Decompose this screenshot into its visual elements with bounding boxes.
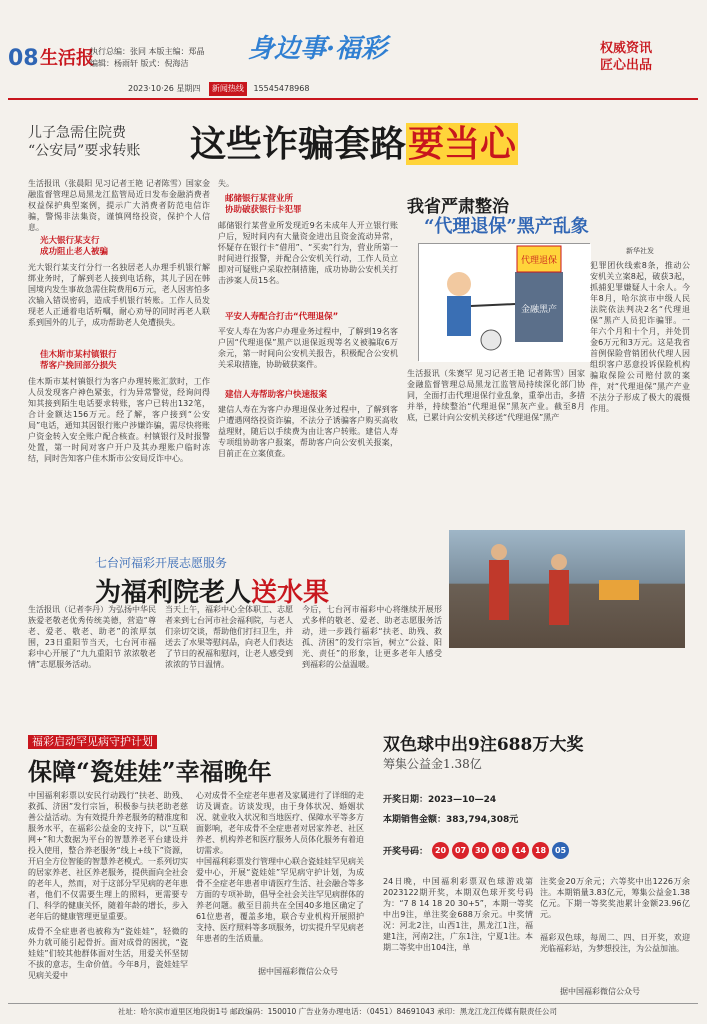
red-ball: 20 xyxy=(432,842,449,859)
welfare-kicker: 七台河福彩开展志愿服务 xyxy=(95,556,228,570)
side-title-2: “代理退保”黑产乱象 xyxy=(424,216,589,237)
main-lead: 生活报讯（张晨阳 见习记者王艳 记者陈雪）国家金融监督管理总局黑龙江监管局近日发布金融消费者权益保护典型案例，提示广大消费者防范电信诈骗，警惕非法集资，谨慎网络投资，保护个人信息。 xyxy=(28,179,210,232)
case1-title-1: 光大银行某支行 xyxy=(40,236,100,246)
divider xyxy=(8,98,698,100)
editorial-cartoon xyxy=(418,243,590,361)
plan-col-1b: 成骨不全症患者也被称为“瓷娃娃”，轻微的外力就可能引起骨折。面对成骨的困扰，“瓷娃娃”们较其他群体面对生活，用爱关怀坚韧不拔的意志，生命价值。今年8月，瓷娃娃罕见病关爱中 xyxy=(28,927,188,980)
plan-col-2b: 中国福利彩票发行管理中心联合瓷娃娃罕见病关爱中心，开展“瓷娃娃”罕见病守护计划，为成骨不全症老年患者申请医疗生活、社会融合等多方面的专项补助，倡导全社会关注罕见病群体的养老问题。截至目前共在全国40多地区确定了61位患者，覆盖多地，联合专业机构开展照护支持、医疗照料等多项服务，切实提升罕见病老年患者的生活质量。 xyxy=(196,857,364,943)
headline-prefix: 这些诈骗套路 xyxy=(190,123,407,165)
cartoon-label-2: 金融黑产 xyxy=(520,305,558,315)
case3-text: 邮储银行某营业所发现近9名未成年人开立银行账户后，短时间内有大量资金进出且资金流动异常，怀疑存在银行卡“借用”、“买卖”行为，营业所第一时间进行报警，并配合公安机关行动，工作人员立即对可疑账户采取控制措施，成功协助公安机关打击涉案人员15名。 xyxy=(218,221,398,285)
hotline-label: 新闻热线 xyxy=(209,82,247,96)
page-number: 08 xyxy=(8,46,39,71)
plan-col-2: 心对成骨不全症老年患者及家属进行了详细的走访及调查。访谈发现，由于身体状况、婚姻状况、就业收入状况和当地医疗、保障水平等多方面影响，老年成骨不全症患者对居家养老、社区养老、机构养老和医疗服务人员体化服务有着迫切需求。 xyxy=(196,791,364,855)
welfare-col-3: 今后，七台河市福彩中心将继续开展形式多样的敬老、爱老、助老志愿服务活动，进一步践行福彩“扶老、助残、救孤、济困”的发行宗旨，树立“公益、阳光、责任”的形象，让更多老年人感受到福彩的公益温暖。 xyxy=(302,605,442,669)
lottery-credit: 据中国福彩微信公众号 xyxy=(560,987,640,996)
case1-title xyxy=(40,236,200,258)
photo-fruit-box xyxy=(599,580,639,600)
cartoon-figure-body xyxy=(447,296,471,336)
blue-ball: 05 xyxy=(552,842,569,859)
draw-date: 2023—10—24 xyxy=(428,795,497,805)
sales-label: 本期销售金额： xyxy=(383,815,447,825)
case3-title-2: 协助破获银行卡犯罪 xyxy=(225,205,302,215)
issue-date: 2023·10·26 星期四 xyxy=(128,84,201,93)
sales-amount: 383,794,308元 xyxy=(446,815,519,825)
slogan-line-2: 匠心出品 xyxy=(600,58,653,73)
footer: 社址：哈尔滨市道里区地段街1号 邮政编码：150010 广告业务办理电话：（0451）84691043 承印：黑龙江龙江传媒有限责任公司 xyxy=(8,1003,698,1019)
red-ball: 07 xyxy=(452,842,469,859)
kicker-line-1: 儿子急需住院费 xyxy=(28,125,126,141)
case2-text: 佳木斯市某村镇银行为客户办理转账汇款时，工作人员发现客户神色紧张，行为异常警觉，经询问得知其接到陌生电话要求转账，客户已转出132笔，合计金额达156万元。经了解，客户接到“公安局”电话，通知其因银行账户涉嫌诈骗，需尽快将账户资金转入安全账户配合核查。村镇银行及时报警处置，第一时间对客户开户及其办理账户临时冻结，同时告知客户佳木斯市公安局反诈中心。 xyxy=(28,377,210,463)
draw-date-row xyxy=(383,792,496,805)
side-title-1: 我省严肃整治 xyxy=(407,197,509,217)
section-banner: 身边事·福彩 xyxy=(248,34,388,64)
plan-title: 保障“瓷娃娃”幸福晚年 xyxy=(28,757,272,786)
case4-text: 平安人寿在为客户办理业务过程中，了解到19名客户因“代理退保”黑产以退保返现等名义被骗取6万余元，第一时间向公安机关报告，积极配合公安机关采取措施，协助破获案件。 xyxy=(218,327,398,369)
case5-text: 建信人寿在为客户办理退保业务过程中，了解到客户遭遇网络投资诈骗，不法分子诱骗客户购买高收益理财，随后以手续费为由让客户转账。建信人寿专项组协助客户报案，帮助客户向公安机关报案，目前正在立案侦查。 xyxy=(218,405,398,458)
welfare-title-highlight: 送水果 xyxy=(251,578,330,608)
case4-title: 平安人寿配合打击“代理退保” xyxy=(225,312,339,322)
staff-line-2: 编辑：杨雨轩 版式：倪海洁 xyxy=(90,59,189,68)
case2-title-1: 佳木斯市某村镇银行 xyxy=(40,350,117,360)
newspaper-brand: 生活报 xyxy=(40,48,94,69)
welfare-title-prefix: 为福利院老人 xyxy=(95,578,252,608)
case3-title-1: 邮储银行某营业所 xyxy=(225,194,294,204)
case1-title-2: 成功阻止老人被骗 xyxy=(40,247,109,257)
photo-figure-2 xyxy=(549,570,569,625)
headline-highlight: 要当心 xyxy=(408,123,517,165)
volunteer-photo xyxy=(449,530,685,648)
red-ball: 08 xyxy=(492,842,509,859)
case1-text: 光大银行某支行分行一名独居老人办理手机银行解绑业务时，了解到老人接到电话称，其儿子因在韩国境内发生事故急需住院费用6万元，老人因害怕多次输入错误密码，造成手机银行转账。工作人员发现老人正通着电话听嘱，耐心劝导的同时再老人联系到国外的儿子，成功帮助老人免遭损失。 xyxy=(28,263,210,327)
slogan-line-1: 权威资讯 xyxy=(600,41,653,56)
lottery-col-2: 注奖金20万余元；六等奖中出1226万余注。本期销量3.83亿元，筹集公益金1.38亿元。下期一等奖奖池累计金额23.96亿元。 xyxy=(540,877,690,919)
case3-title xyxy=(225,194,395,216)
cartoon-figure-head xyxy=(447,272,471,296)
red-ball: 18 xyxy=(532,842,549,859)
case5-title: 建信人寿帮助客户快速报案 xyxy=(225,390,328,400)
lottery-col-2b: 福彩双色球，每周二、四、日开奖，欢迎光临福彩站，为梦想投注，为公益加油。 xyxy=(540,933,690,953)
plan-tag: 福彩启动罕见病守护计划 xyxy=(28,735,157,749)
cartoon-label-1: 代理退保 xyxy=(520,256,558,266)
welfare-col-2: 当天上午，福彩中心全体职工、志愿者来到七台河市社会福利院，与老人们亲切交谈，帮助他们打扫卫生，并送去了水果等慰问品，向老人们表达了节日的祝福和慰问，让老人感受到浓浓的节日温情。 xyxy=(165,605,293,669)
sales-row xyxy=(383,812,518,825)
plan-credit: 据中国福彩微信公众号 xyxy=(258,967,338,976)
numbers-row xyxy=(383,842,572,859)
staff-line-1: 执行总编：张同 本版主编：郑晶 xyxy=(90,47,205,56)
lottery-subtitle: 筹集公益金1.38亿 xyxy=(383,757,482,771)
red-ball: 30 xyxy=(472,842,489,859)
side-text-right: 犯罪团伙线索8条，推动公安机关立案8起，破获3起，抓捕犯罪嫌疑人十余人。今年8月，哈尔滨市中级人民法院依法判决2名“代理退保”黑产人员犯诈骗罪。一年六个月和十个月，并处罚金6万元和3万元。这是我省首例保险营销团伙代理人因组织客户恶意投诉保险机构骗取保险公司赔付款的案件，对“代理退保”黑产产业不法分子形成了极大的震慑作用。 xyxy=(590,261,690,413)
slogan xyxy=(600,40,652,74)
cartoon-caption: 新华社发 xyxy=(626,247,654,255)
plan-col-1: 中国福利彩票以安民行动践行“扶老、助残、救孤、济困”发行宗旨，积极参与扶老助老慈善公益活动。为有效提升养老服务的精准度和服务水平，在福彩公益金的支持下，以“互联网+”和大数据为平台的智慧养老平台建设并投入使用，整合养老服务“线上+线下”资源，开启全方位智能的智慧养老模式。一系列切实的居家养老、社区养老服务，提供面向全社会的老年人，然而，对于这部分罕见病的老年患者，他们不仅需要生理上的照料，更需要专门、科学的健康关怀，随着年龄的增长，步入老年后的健康管理更显重要。 xyxy=(28,791,188,921)
main-kicker xyxy=(28,124,140,160)
numbers-label: 开奖号码： xyxy=(383,847,429,857)
main-headline xyxy=(190,116,518,167)
col2-lead: 失。 xyxy=(218,179,234,188)
side-text-left: 生活报讯（朱赛罕 见习记者王艳 记者陈雪）国家金融监督管理总局黑龙江监管局持续深化部门协同，全面打击代理退保行业乱象，重拳出击，多措并举，持续整治“代理退保”黑灰产业。截至8月底，已累计向公安机关移送“代理退保”黑产 xyxy=(407,369,585,422)
case2-title-2: 帮客户挽回部分损失 xyxy=(40,361,117,371)
lottery-title: 双色球中出9注688万大奖 xyxy=(383,735,584,755)
case2-title xyxy=(40,350,200,372)
lottery-col-1: 24日晚，中国福利彩票双色球游戏第2023122期开奖，本期双色球开奖号码为：“7 8 14 18 20 30+5”，本期一等奖中出9注，单注奖金688万余元。中奖情况：河北2注，山西1注，黑龙江1注，福建1注，河南2注，广东1注，宁夏1注。本期二等奖中出104注，单 xyxy=(383,877,533,952)
red-ball: 14 xyxy=(512,842,529,859)
kicker-line-2: “公安局”要求转账 xyxy=(28,143,141,159)
dateline xyxy=(128,82,608,96)
welfare-col-1: 生活报讯（记者李丹）为弘扬中华民族爱老敬老优秀传统美德，营造“尊老、爱老、敬老、助老”的浓厚氛围，23日重阳节当天，七台河市福彩中心开展了“九九重阳节 浓浓敬老情”志愿服务活动。 xyxy=(28,605,156,669)
photo-figure-1 xyxy=(489,560,509,620)
hotline-number: 15545478968 xyxy=(253,84,310,93)
staff-credits xyxy=(90,46,250,70)
draw-date-label: 开奖日期： xyxy=(383,795,429,805)
